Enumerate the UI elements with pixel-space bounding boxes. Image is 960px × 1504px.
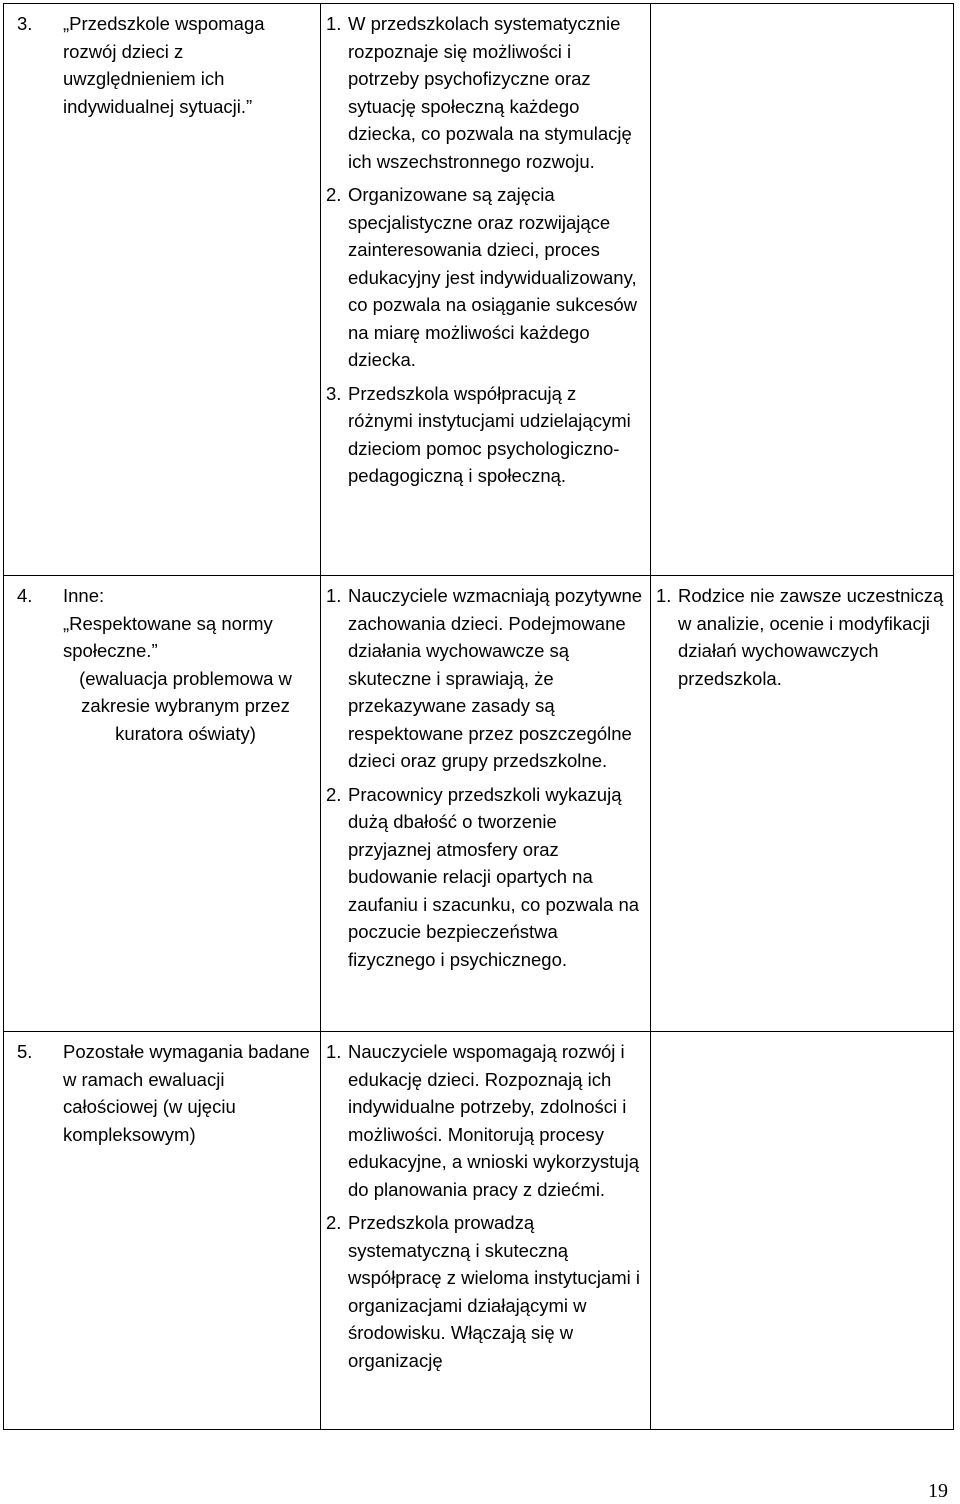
table-row xyxy=(4,576,954,1032)
row-number: 3. xyxy=(17,13,33,34)
criterion-text: Pozostałe wymagania badane w ramach ewaluacji całościowej (w ujęciu kompleksowym) xyxy=(63,1041,310,1145)
list-item xyxy=(326,181,644,374)
item-number: 2. xyxy=(326,1212,342,1233)
item-text: Nauczyciele wspomagają rozwój i edukację dzieci. Rozpoznają ich indywidualne potrzeby, zdolności i możliwości. Monitorują procesy edukacyjne, a wnioski wykorzystują do planowania pracy z dziećmi. xyxy=(348,1041,639,1200)
item-number: 1. xyxy=(326,1041,342,1062)
criterion-cell xyxy=(4,576,321,1032)
list-item xyxy=(656,582,947,692)
row-number: 5. xyxy=(17,1041,33,1062)
item-text: Przedszkola współpracują z różnymi instytucjami udzielającymi dzieciom pomoc psychologiczno-pedagogiczną i społeczną. xyxy=(348,382,631,486)
item-number: 3. xyxy=(326,382,342,404)
evidence-cell xyxy=(321,576,651,1032)
criterion-cell xyxy=(4,4,321,576)
evidence-list xyxy=(321,1032,650,1382)
item-number: 1. xyxy=(656,585,672,606)
criterion-cell xyxy=(4,1032,321,1430)
criterion-block xyxy=(63,582,316,747)
list-item xyxy=(326,380,644,490)
list-item xyxy=(326,582,644,775)
evidence-cell xyxy=(321,1032,651,1430)
item-text: Pracownicy przedszkoli wykazują dużą dbałość o tworzenie przyjaznej atmosfery oraz budowanie relacji opartych na zaufaniu i szacunku, co pozwala na poczucie bezpieczeństwa fizycznego i psychicznego. xyxy=(348,783,640,970)
evidence-list xyxy=(321,576,650,981)
table-row xyxy=(4,4,954,576)
criterion-note: (ewaluacja problemowa w zakresie wybranym przez kuratora oświaty) xyxy=(79,667,292,744)
page-number: 19 xyxy=(928,1480,948,1502)
evidence-cell xyxy=(321,4,651,576)
evaluation-table xyxy=(3,3,954,1430)
remarks-cell xyxy=(651,4,954,576)
item-text: Przedszkola prowadzą systematyczną i skuteczną współpracę z wieloma instytucjami i organizacjami działającymi w środowisku. Włączają się w organizację xyxy=(348,1212,640,1371)
row-number: 4. xyxy=(17,585,33,606)
criterion-text: „Przedszkole wspomaga rozwój dzieci z uwzględnieniem ich indywidualnej sytuacji.” xyxy=(63,13,265,117)
remarks-list xyxy=(651,576,953,700)
item-number: 1. xyxy=(326,13,342,34)
item-text: W przedszkolach systematycznie rozpoznaje się możliwości i potrzeby psychofizyczne oraz sytuację społeczną każdego dziecka, co pozwala na stymulację ich wszechstronnego rozwoju. xyxy=(348,13,632,172)
item-number: 2. xyxy=(326,184,342,205)
criterion-label: Inne: xyxy=(63,585,105,606)
item-number: 2. xyxy=(326,783,342,805)
criterion-quote: „Respektowane są normy społeczne.” xyxy=(63,612,273,661)
item-text: Rodzice nie zawsze uczestniczą w analizie, ocenie i modyfikacji działań wychowawczych przedszkola. xyxy=(678,585,944,689)
item-text: Organizowane są zajęcia specjalistyczne oraz rozwijające zainteresowania dzieci, proces edukacyjny jest indywidualizowany, co pozwala na osiąganie sukcesów na miarę możliwości każdego dziecka. xyxy=(348,184,637,370)
table-row xyxy=(4,1032,954,1430)
evidence-list xyxy=(321,4,650,498)
item-text: Nauczyciele wzmacniają pozytywne zachowania dzieci. Podejmowane działania wychowawcze są skuteczne i sprawiają, że przekazywane zasady są respektowane przez poszczególne dzieci oraz grupy przedszkolne. xyxy=(348,585,643,771)
list-item xyxy=(326,1038,644,1203)
remarks-cell xyxy=(651,1032,954,1430)
list-item xyxy=(326,781,644,974)
item-number: 1. xyxy=(326,585,342,606)
list-item xyxy=(326,10,644,175)
remarks-cell xyxy=(651,576,954,1032)
list-item xyxy=(326,1209,644,1374)
